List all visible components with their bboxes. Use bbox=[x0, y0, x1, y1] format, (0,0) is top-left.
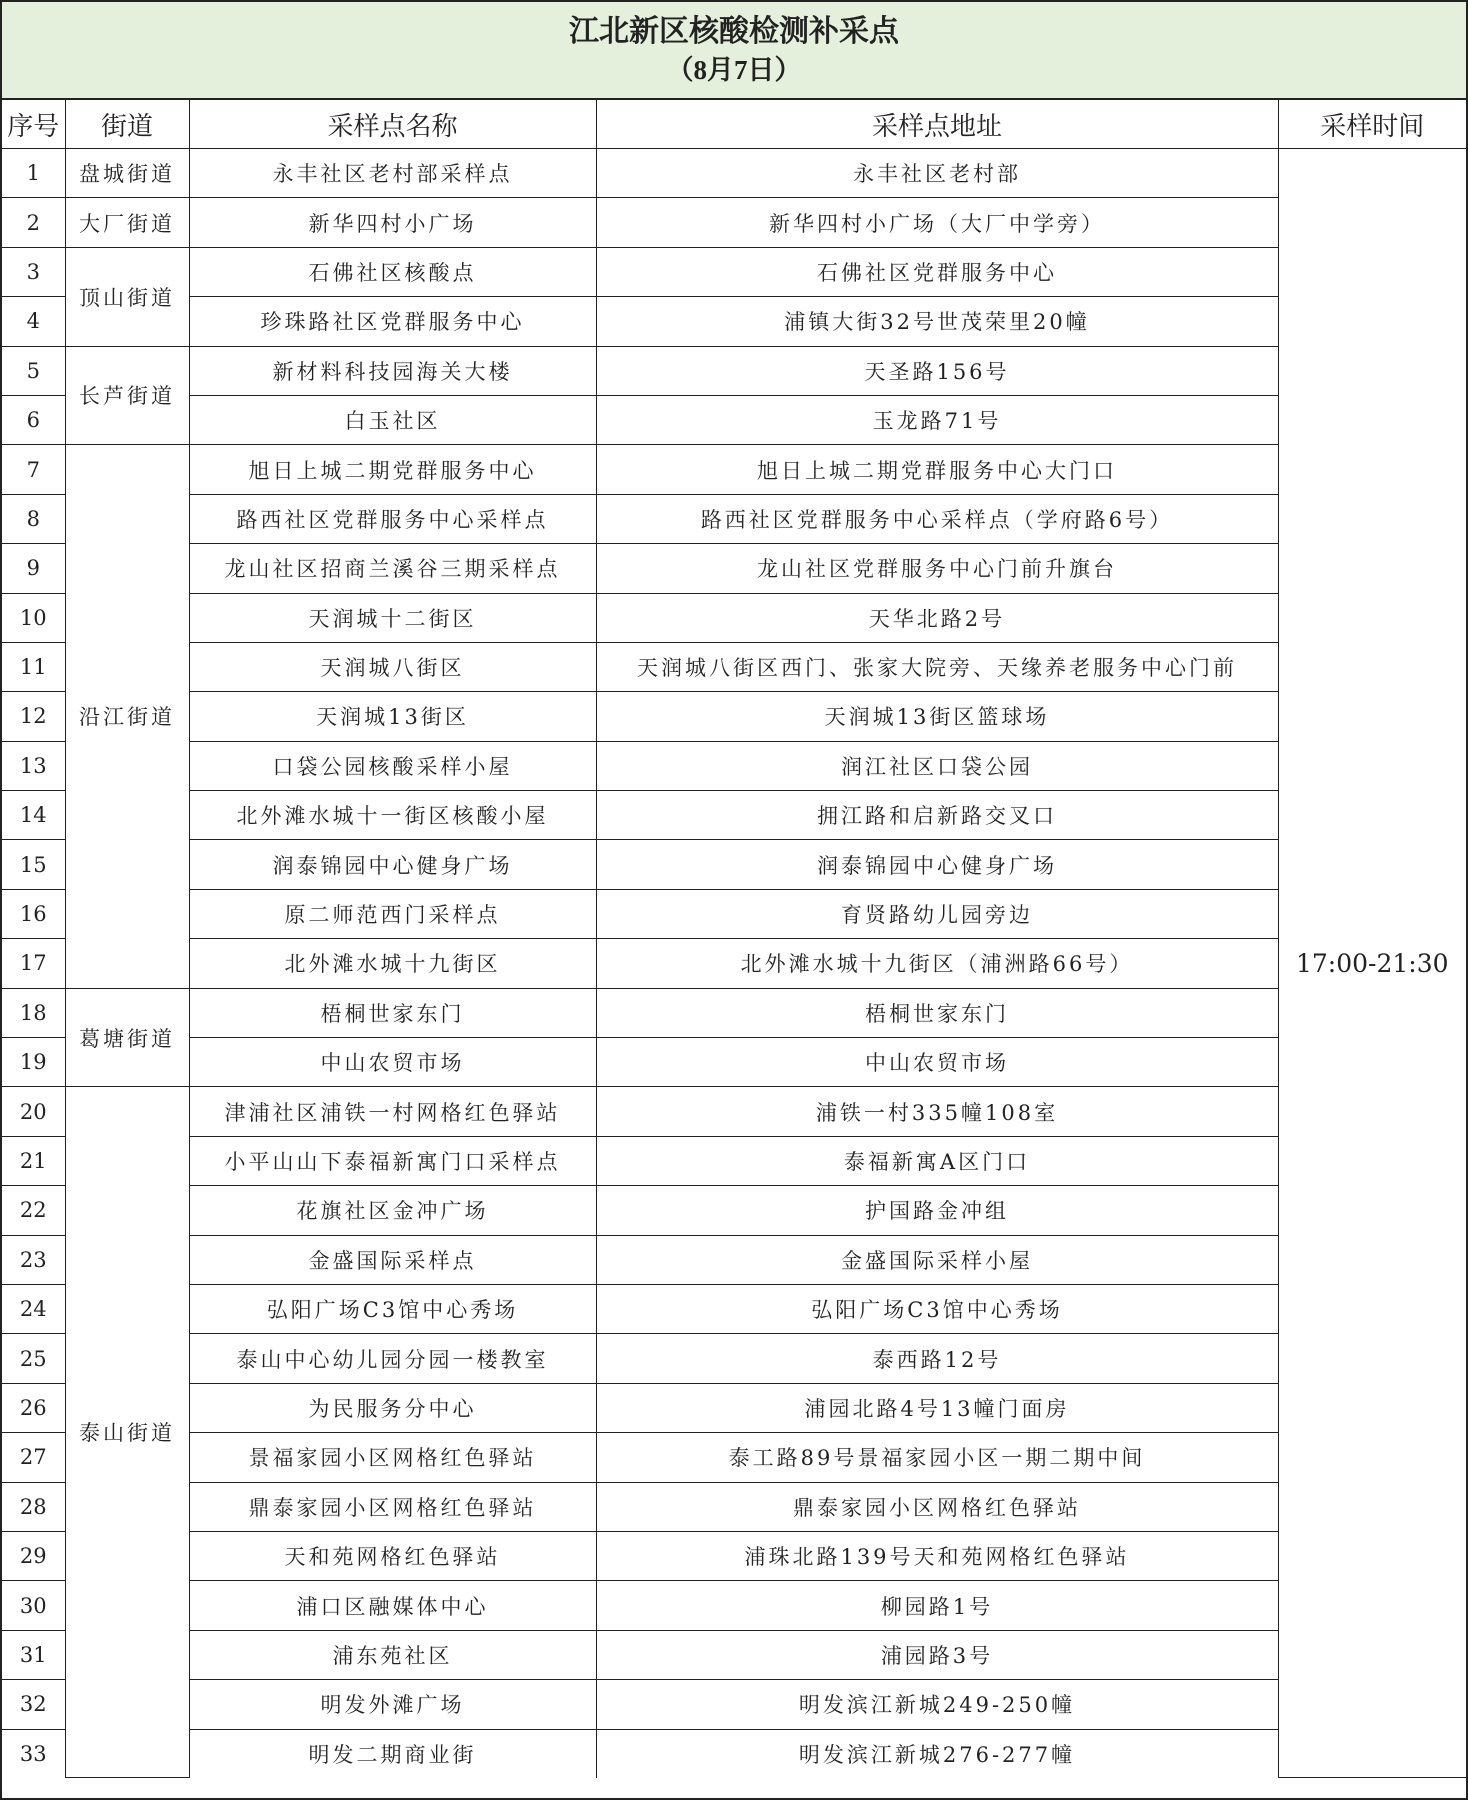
header-site-address: 采样点地址 bbox=[596, 100, 1278, 149]
site-address: 金盛国际采样小屋 bbox=[596, 1235, 1278, 1284]
site-address: 弘阳广场C3馆中心秀场 bbox=[596, 1284, 1278, 1333]
site-address: 天华北路2号 bbox=[596, 593, 1278, 642]
site-address: 浦珠北路139号天和苑网格红色驿站 bbox=[596, 1531, 1278, 1580]
site-name: 永丰社区老村部采样点 bbox=[189, 149, 596, 198]
row-number: 19 bbox=[2, 1038, 65, 1087]
table-row bbox=[2, 1235, 1466, 1284]
table-row bbox=[2, 1433, 1466, 1482]
table-row bbox=[2, 840, 1466, 889]
table-row bbox=[2, 741, 1466, 790]
site-name: 明发外滩广场 bbox=[189, 1680, 596, 1729]
street-cell: 盘城街道 bbox=[65, 149, 189, 198]
row-number: 4 bbox=[2, 297, 65, 346]
row-number: 30 bbox=[2, 1581, 65, 1630]
row-number: 2 bbox=[2, 198, 65, 247]
row-number: 24 bbox=[2, 1284, 65, 1333]
street-cell: 长芦街道 bbox=[65, 346, 189, 445]
site-name: 新材料科技园海关大楼 bbox=[189, 346, 596, 395]
site-name: 原二师范西门采样点 bbox=[189, 889, 596, 938]
table-row bbox=[2, 544, 1466, 593]
site-name: 珍珠路社区党群服务中心 bbox=[189, 297, 596, 346]
site-name: 天润城十二街区 bbox=[189, 593, 596, 642]
site-address: 浦铁一村335幢108室 bbox=[596, 1087, 1278, 1136]
table-row bbox=[2, 593, 1466, 642]
site-name: 天润城13街区 bbox=[189, 692, 596, 741]
table-row bbox=[2, 889, 1466, 938]
row-number: 16 bbox=[2, 889, 65, 938]
site-name: 明发二期商业街 bbox=[189, 1729, 596, 1778]
table-row bbox=[2, 247, 1466, 296]
site-name: 为民服务分中心 bbox=[189, 1383, 596, 1432]
site-address: 旭日上城二期党群服务中心大门口 bbox=[596, 445, 1278, 494]
site-address: 润江社区口袋公园 bbox=[596, 741, 1278, 790]
site-address: 中山农贸市场 bbox=[596, 1038, 1278, 1087]
table-row bbox=[2, 1334, 1466, 1383]
table-row bbox=[2, 791, 1466, 840]
row-number: 23 bbox=[2, 1235, 65, 1284]
row-number: 12 bbox=[2, 692, 65, 741]
row-number: 32 bbox=[2, 1680, 65, 1729]
site-address: 梧桐世家东门 bbox=[596, 988, 1278, 1037]
row-number: 14 bbox=[2, 791, 65, 840]
site-name: 天润城八街区 bbox=[189, 642, 596, 691]
site-address: 护国路金冲组 bbox=[596, 1186, 1278, 1235]
table-row bbox=[2, 1087, 1466, 1136]
row-number: 8 bbox=[2, 494, 65, 543]
site-address: 浦园路3号 bbox=[596, 1630, 1278, 1679]
header-no: 序号 bbox=[2, 100, 65, 149]
site-address: 石佛社区党群服务中心 bbox=[596, 247, 1278, 296]
row-number: 25 bbox=[2, 1334, 65, 1383]
table-header-row bbox=[2, 100, 1466, 149]
table-row bbox=[2, 1186, 1466, 1235]
street-cell: 大厂街道 bbox=[65, 198, 189, 247]
row-number: 13 bbox=[2, 741, 65, 790]
row-number: 7 bbox=[2, 445, 65, 494]
site-address: 拥江路和启新路交叉口 bbox=[596, 791, 1278, 840]
site-address: 浦园北路4号13幢门面房 bbox=[596, 1383, 1278, 1432]
table-row bbox=[2, 1680, 1466, 1729]
table-row bbox=[2, 1531, 1466, 1580]
site-address: 明发滨江新城249-250幢 bbox=[596, 1680, 1278, 1729]
site-address: 北外滩水城十九街区（浦洲路66号） bbox=[596, 939, 1278, 988]
site-name: 龙山社区招商兰溪谷三期采样点 bbox=[189, 544, 596, 593]
site-name: 旭日上城二期党群服务中心 bbox=[189, 445, 596, 494]
row-number: 17 bbox=[2, 939, 65, 988]
table-row bbox=[2, 445, 1466, 494]
site-address: 育贤路幼儿园旁边 bbox=[596, 889, 1278, 938]
table-row bbox=[2, 346, 1466, 395]
site-address: 玉龙路71号 bbox=[596, 395, 1278, 444]
site-address: 天润城八街区西门、张家大院旁、天缘养老服务中心门前 bbox=[596, 642, 1278, 691]
row-number: 29 bbox=[2, 1531, 65, 1580]
page-subtitle-date: （8月7日） bbox=[666, 55, 802, 85]
site-name: 泰山中心幼儿园分园一楼教室 bbox=[189, 1334, 596, 1383]
table-row bbox=[2, 1581, 1466, 1630]
site-name: 花旗社区金冲广场 bbox=[189, 1186, 596, 1235]
table-row bbox=[2, 1729, 1466, 1778]
row-number: 22 bbox=[2, 1186, 65, 1235]
row-number: 1 bbox=[2, 149, 65, 198]
street-cell: 顶山街道 bbox=[65, 247, 189, 346]
site-address: 天润城13街区篮球场 bbox=[596, 692, 1278, 741]
street-cell: 葛塘街道 bbox=[65, 988, 189, 1087]
row-number: 33 bbox=[2, 1729, 65, 1778]
row-number: 11 bbox=[2, 642, 65, 691]
title-block bbox=[2, 2, 1466, 100]
row-number: 20 bbox=[2, 1087, 65, 1136]
row-number: 9 bbox=[2, 544, 65, 593]
site-name: 景福家园小区网格红色驿站 bbox=[189, 1433, 596, 1482]
site-address: 永丰社区老村部 bbox=[596, 149, 1278, 198]
table-row bbox=[2, 988, 1466, 1037]
site-name: 白玉社区 bbox=[189, 395, 596, 444]
site-address: 天圣路156号 bbox=[596, 346, 1278, 395]
row-number: 5 bbox=[2, 346, 65, 395]
site-address: 润泰锦园中心健身广场 bbox=[596, 840, 1278, 889]
row-number: 18 bbox=[2, 988, 65, 1037]
table-row bbox=[2, 1383, 1466, 1432]
site-name: 浦东苑社区 bbox=[189, 1630, 596, 1679]
site-name: 口袋公园核酸采样小屋 bbox=[189, 741, 596, 790]
header-sampling-time: 采样时间 bbox=[1278, 100, 1466, 149]
table-body bbox=[2, 149, 1466, 1778]
site-name: 润泰锦园中心健身广场 bbox=[189, 840, 596, 889]
row-number: 31 bbox=[2, 1630, 65, 1679]
site-name: 北外滩水城十一街区核酸小屋 bbox=[189, 791, 596, 840]
site-address: 明发滨江新城276-277幢 bbox=[596, 1729, 1278, 1778]
table-row bbox=[2, 1630, 1466, 1679]
site-name: 新华四村小广场 bbox=[189, 198, 596, 247]
site-name: 鼎泰家园小区网格红色驿站 bbox=[189, 1482, 596, 1531]
table-row bbox=[2, 1136, 1466, 1185]
row-number: 26 bbox=[2, 1383, 65, 1432]
site-address: 龙山社区党群服务中心门前升旗台 bbox=[596, 544, 1278, 593]
site-name: 梧桐世家东门 bbox=[189, 988, 596, 1037]
row-number: 3 bbox=[2, 247, 65, 296]
site-address: 泰工路89号景福家园小区一期二期中间 bbox=[596, 1433, 1278, 1482]
table-row bbox=[2, 939, 1466, 988]
table-row bbox=[2, 642, 1466, 691]
row-number: 10 bbox=[2, 593, 65, 642]
street-cell: 泰山街道 bbox=[65, 1087, 189, 1778]
header-site-name: 采样点名称 bbox=[189, 100, 596, 149]
row-number: 21 bbox=[2, 1136, 65, 1185]
site-address: 泰西路12号 bbox=[596, 1334, 1278, 1383]
street-cell: 沿江街道 bbox=[65, 445, 189, 988]
site-name: 弘阳广场C3馆中心秀场 bbox=[189, 1284, 596, 1333]
table-row bbox=[2, 692, 1466, 741]
row-number: 28 bbox=[2, 1482, 65, 1531]
table-row bbox=[2, 198, 1466, 247]
row-number: 6 bbox=[2, 395, 65, 444]
site-name: 金盛国际采样点 bbox=[189, 1235, 596, 1284]
table-row bbox=[2, 149, 1466, 198]
table-row bbox=[2, 1482, 1466, 1531]
site-name: 浦口区融媒体中心 bbox=[189, 1581, 596, 1630]
site-name: 天和苑网格红色驿站 bbox=[189, 1531, 596, 1580]
site-name: 石佛社区核酸点 bbox=[189, 247, 596, 296]
sampling-sites-table bbox=[2, 100, 1466, 1778]
row-number: 15 bbox=[2, 840, 65, 889]
site-address: 路西社区党群服务中心采样点（学府路6号） bbox=[596, 494, 1278, 543]
site-address: 柳园路1号 bbox=[596, 1581, 1278, 1630]
site-name: 津浦社区浦铁一村网格红色驿站 bbox=[189, 1087, 596, 1136]
site-name: 路西社区党群服务中心采样点 bbox=[189, 494, 596, 543]
site-name: 中山农贸市场 bbox=[189, 1038, 596, 1087]
site-name: 北外滩水城十九街区 bbox=[189, 939, 596, 988]
table-row bbox=[2, 297, 1466, 346]
table-row bbox=[2, 1284, 1466, 1333]
site-address: 浦镇大街32号世茂荣里20幢 bbox=[596, 297, 1278, 346]
site-address: 鼎泰家园小区网格红色驿站 bbox=[596, 1482, 1278, 1531]
site-name: 小平山山下泰福新寓门口采样点 bbox=[189, 1136, 596, 1185]
table-row bbox=[2, 494, 1466, 543]
site-address: 新华四村小广场（大厂中学旁） bbox=[596, 198, 1278, 247]
site-address: 泰福新寓A区门口 bbox=[596, 1136, 1278, 1185]
header-street: 街道 bbox=[65, 100, 189, 149]
sampling-time: 17:00-21:30 bbox=[1278, 149, 1466, 1778]
table-row bbox=[2, 1038, 1466, 1087]
row-number: 27 bbox=[2, 1433, 65, 1482]
table-row bbox=[2, 395, 1466, 444]
page-title: 江北新区核酸检测补采点 bbox=[569, 15, 899, 48]
